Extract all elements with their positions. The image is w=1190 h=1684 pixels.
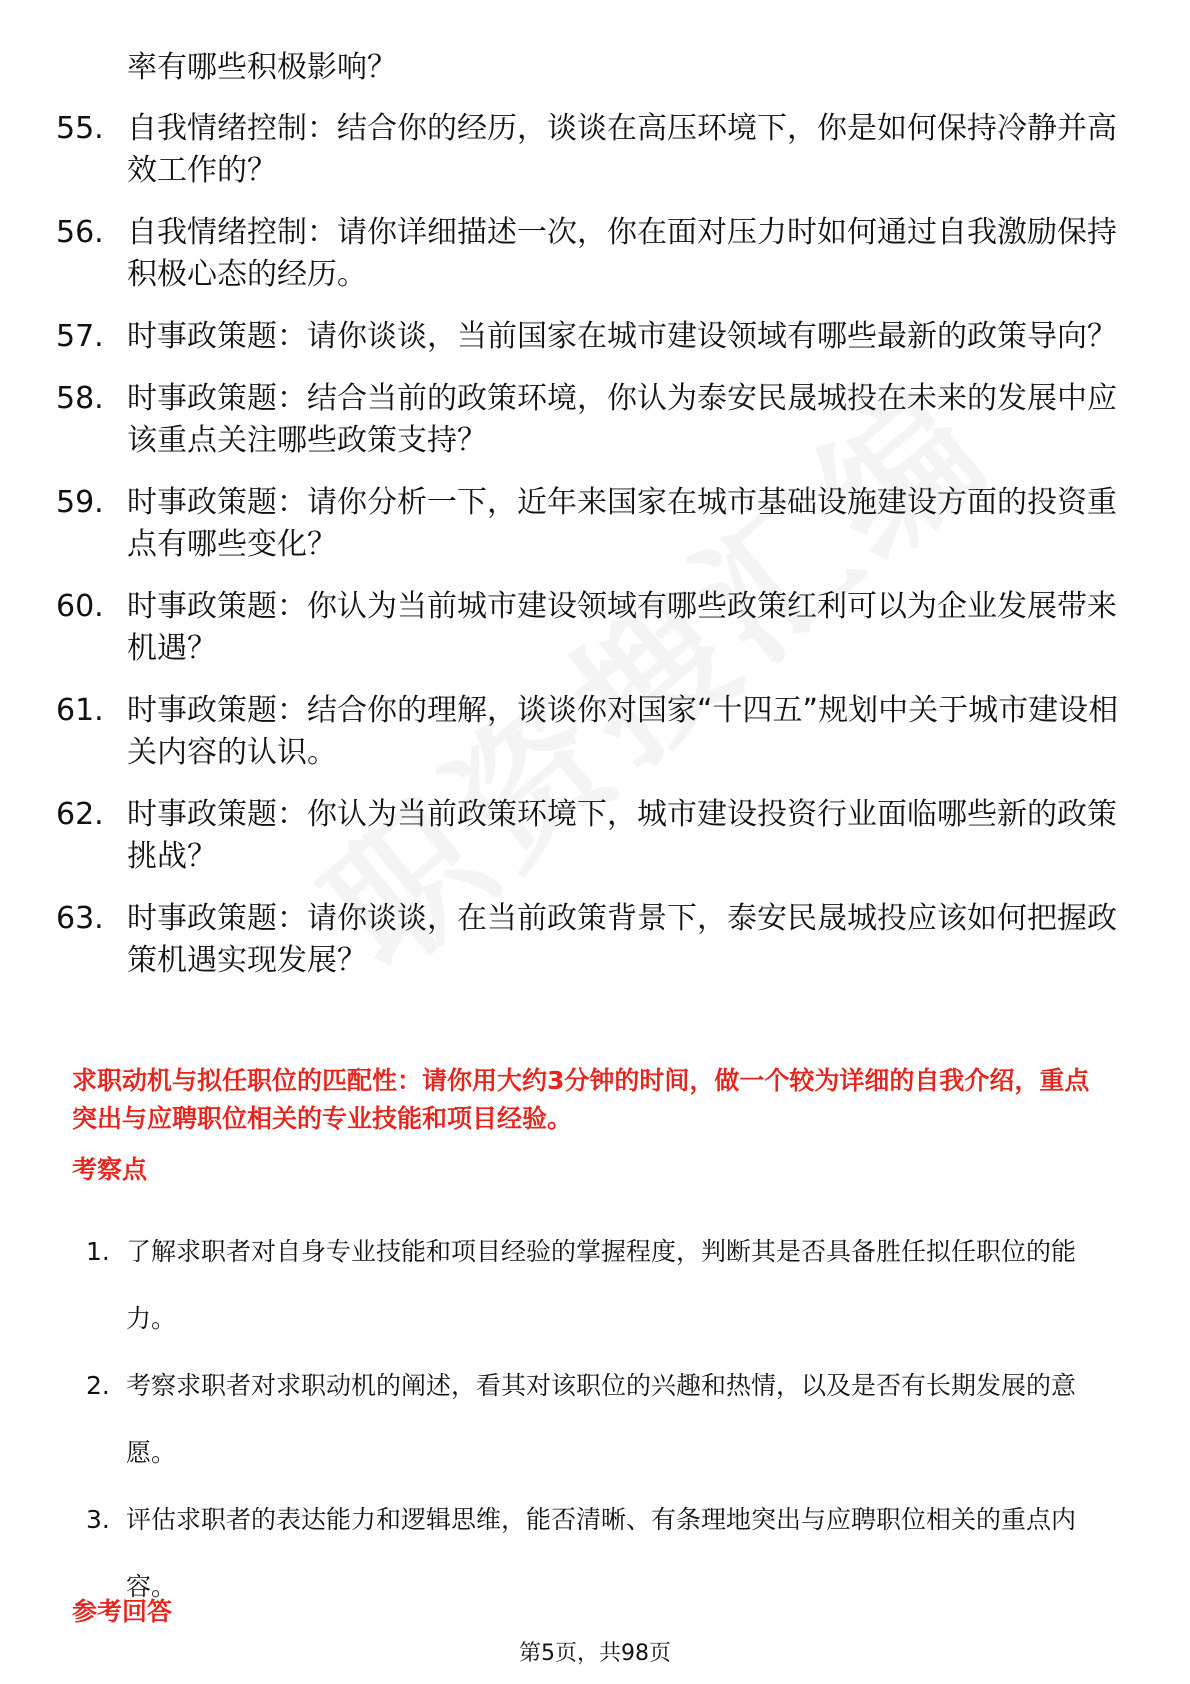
- question-item: [56, 316, 1126, 358]
- question-number: 60.: [56, 589, 104, 624]
- question-number: 62.: [56, 797, 104, 832]
- examine-points-list: [86, 1218, 1116, 1620]
- question-text: 自我情绪控制：结合你的经历，谈谈在高压环境下，你是如何保持冷静并高效工作的？: [127, 111, 1117, 188]
- question-item: [56, 794, 1126, 878]
- answer-heading: 参考回答: [72, 1597, 173, 1626]
- question-item: [56, 586, 1126, 670]
- continuation-text: 率有哪些积极影响？: [127, 50, 397, 85]
- question-number: 58.: [56, 381, 104, 416]
- question-item: [56, 482, 1126, 566]
- question-item: [56, 898, 1126, 982]
- examine-point: [86, 1352, 1116, 1486]
- question-number: 61.: [56, 693, 104, 728]
- question-text: 时事政策题：请你谈谈，当前国家在城市建设领域有哪些最新的政策导向？: [127, 319, 1117, 354]
- question-text: 时事政策题：请你谈谈，在当前政策背景下，泰安民晟城投应该如何把握政策机遇实现发展？: [127, 901, 1117, 978]
- question-text: 自我情绪控制：请你详细描述一次，你在面对压力时如何通过自我激励保持积极心态的经历。: [127, 215, 1117, 292]
- question-text: 时事政策题：请你分析一下，近年来国家在城市基础设施建设方面的投资重点有哪些变化？: [127, 485, 1117, 562]
- question-number: 63.: [56, 901, 104, 936]
- examine-heading: 考察点: [72, 1155, 148, 1184]
- question-text: 时事政策题：你认为当前政策环境下，城市建设投资行业面临哪些新的政策挑战？: [127, 797, 1117, 874]
- page-footer: 第5页，共98页: [519, 1641, 671, 1666]
- examine-point-number: 3.: [86, 1505, 110, 1534]
- examine-point: [86, 1218, 1116, 1352]
- examine-point-text: 评估求职者的表达能力和逻辑思维，能否清晰、有条理地突出与应聘职位相关的重点内容。: [126, 1505, 1077, 1601]
- examine-point: [86, 1486, 1116, 1620]
- question-number: 55.: [56, 111, 104, 146]
- question-number: 59.: [56, 485, 104, 520]
- examine-point-number: 1.: [86, 1237, 110, 1266]
- question-number: 56.: [56, 215, 104, 250]
- question-text: 时事政策题：结合当前的政策环境，你认为泰安民晟城投在未来的发展中应该重点关注哪些政策支持？: [127, 381, 1117, 458]
- question-list: [56, 108, 1126, 1002]
- examine-point-text: 了解求职者对自身专业技能和项目经验的掌握程度，判断其是否具备胜任拟任职位的能力。: [126, 1237, 1077, 1333]
- examine-point-number: 2.: [86, 1371, 110, 1400]
- section-question-heading: 求职动机与拟任职位的匹配性：请你用大约3分钟的时间，做一个较为详细的自我介绍，重点突出与应聘职位相关的专业技能和项目经验。: [72, 1066, 1090, 1133]
- question-item: [56, 690, 1126, 774]
- question-text: 时事政策题：结合你的理解，谈谈你对国家“十四五”规划中关于城市建设相关内容的认识。: [127, 693, 1119, 770]
- question-item: [56, 378, 1126, 462]
- examine-point-text: 考察求职者对求职动机的阐述，看其对该职位的兴趣和热情，以及是否有长期发展的意愿。: [126, 1371, 1077, 1467]
- question-number: 57.: [56, 319, 104, 354]
- question-item: [56, 212, 1126, 296]
- question-item: [56, 108, 1126, 192]
- question-text: 时事政策题：你认为当前城市建设领域有哪些政策红利可以为企业发展带来机遇？: [127, 589, 1117, 666]
